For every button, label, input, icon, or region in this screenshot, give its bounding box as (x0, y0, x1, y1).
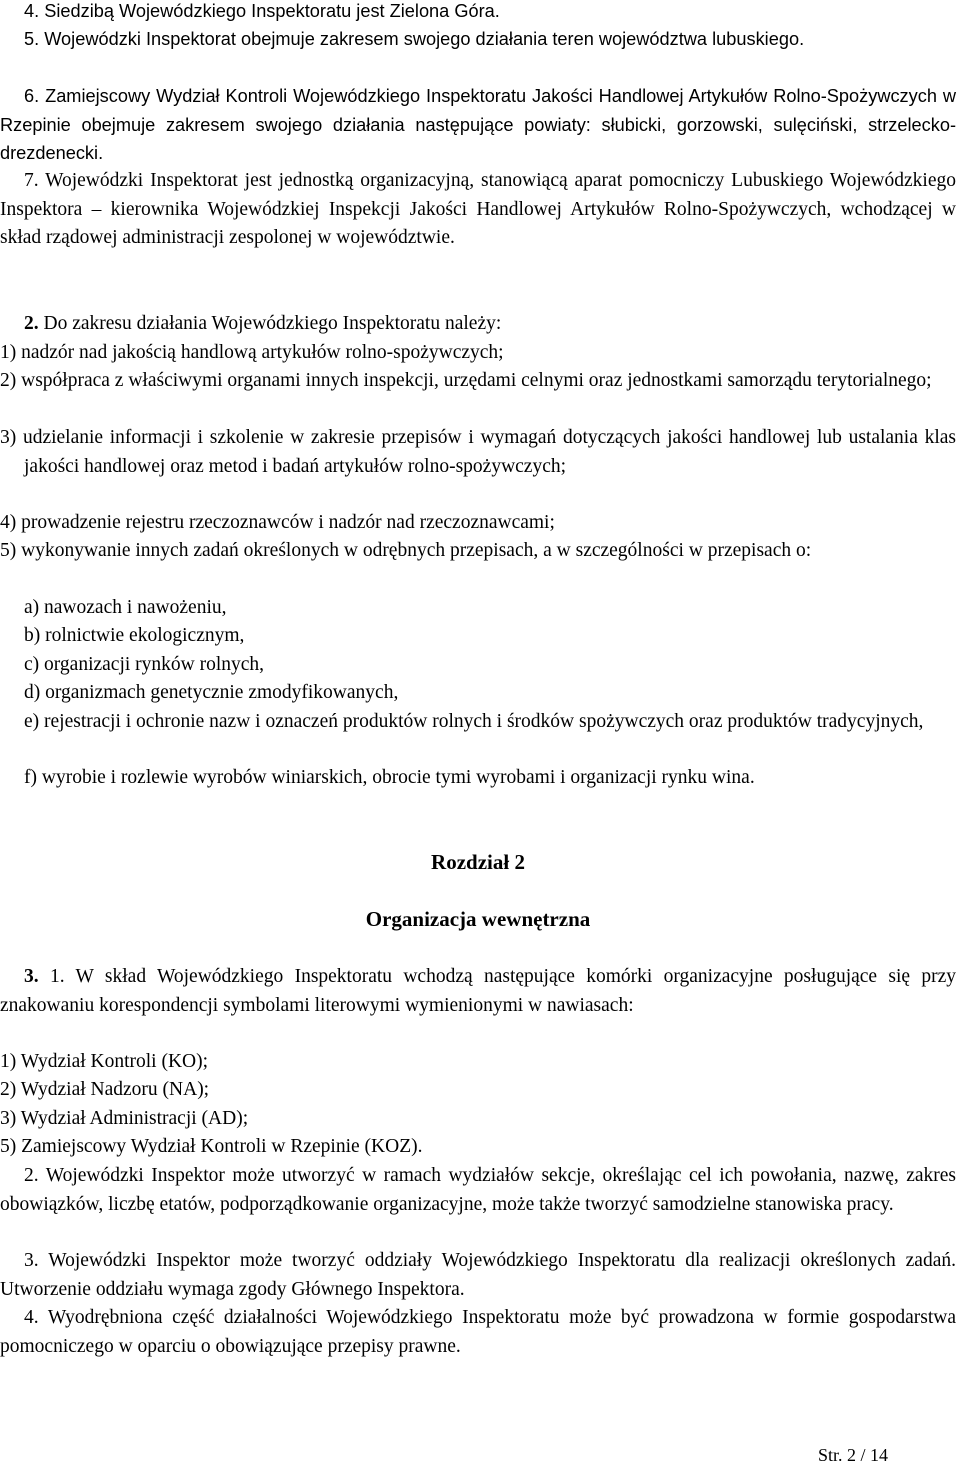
list-item-5: 5) wykonywanie innych zadań określonych w odrębnych przepisach, a w szczególności w przepisach o: (0, 540, 812, 561)
section-3-point-2: 2. Wojewódzki Inspektor może utworzyć w ramach wydziałów sekcje, określając cel ich powołania, nazwę, zakres obowiązków, liczbę etatów, podporządkowanie organizacyjne, może także tworzyć samodzielne stanowiska pracy. (0, 1165, 956, 1215)
list-item-2: 2) współpraca z właściwymi organami innych inspekcji, urzędami celnymi oraz jednostkami samorządu terytorialnego; (0, 370, 932, 391)
paragraph-1-7: 7. Wojewódzki Inspektorat jest jednostką organizacyjną, stanowiącą aparat pomocniczy Lubuskiego Wojewódzkiego Inspektora – kierownika Wojewódzkiej Inspekcji Jakości Handlowej Artykułów Rolno-Spożywczych, wchodzącej w skład rządowej administracji zespolonej w województwie. (0, 170, 956, 249)
sublist-item-a: a) nawozach i nawożeniu, (24, 597, 227, 618)
section-3-point-1-text: 1. W skład Wojewódzkiego Inspektoratu wchodzą następujące komórki organizacyjne posługujące się przy znakowaniu korespondencji symbolami literowymi wymienionymi w nawiasach: (0, 966, 957, 1016)
paragraph-1-6: 6. Zamiejscowy Wydział Kontroli Wojewódzkiego Inspektoratu Jakości Handlowej Artykułów Rolno-Spożywczych w Rzepinie obejmuje zakresem swojego działania następujące powiaty: słubicki, gorzowski, sulęciński, strzelecko-drezdenecki. (0, 86, 956, 164)
section-2-marker: 2. (24, 313, 39, 334)
section-3-point-4: 4. Wyodrębniona część działalności Wojewódzkiego Inspektoratu może być prowadzona w formie gospodarstwa pomocniczego w oparciu o obowiązujące przepisy prawne. (0, 1307, 956, 1357)
unit-item-3: 3) Wydział Administracji (AD); (0, 1108, 249, 1129)
sublist-item-e: e) rejestracji i ochronie nazw i oznaczeń produktów rolnych i środków spożywczych oraz produktów tradycyjnych, (24, 711, 924, 732)
sublist-item-f: f) wyrobie i rozlewie wyrobów winiarskich, obrocie tymi wyrobami i organizacji rynku wina. (24, 767, 755, 788)
chapter-number: Rozdział 2 (431, 850, 525, 874)
chapter-title: Organizacja wewnętrzna (365, 907, 591, 931)
section-2-intro-text: Do zakresu działania Wojewódzkiego Inspektoratu należy: (43, 313, 502, 334)
unit-item-5: 5) Zamiejscowy Wydział Kontroli w Rzepinie (KOZ). (0, 1136, 423, 1157)
page-number: Str. 2 / 14 (817, 1445, 888, 1465)
sublist-item-b: b) rolnictwie ekologicznym, (24, 625, 245, 646)
section-3-marker: 3. (24, 966, 39, 987)
list-item-3: 3) udzielanie informacji i szkolenie w zakresie przepisów i wymagań dotyczących jakości handlowej lub ustalania klas jakości handlowej oraz metod i badań artykułów rolno-spożywczych; (0, 427, 956, 477)
sublist-item-d: d) organizmach genetycznie zmodyfikowanych, (24, 682, 399, 703)
unit-item-1: 1) Wydział Kontroli (KO); (0, 1051, 209, 1072)
unit-item-2: 2) Wydział Nadzoru (NA); (0, 1079, 210, 1100)
section-3-point-3: 3. Wojewódzki Inspektor może tworzyć oddziały Wojewódzkiego Inspektoratu dla realizacji określonych zadań. Utworzenie oddziału wymaga zgody Głównego Inspektora. (0, 1250, 956, 1300)
paragraph-1-4: 4. Siedzibą Wojewódzkiego Inspektoratu jest Zielona Góra. (24, 1, 500, 21)
section-2-intro (0, 310, 956, 339)
paragraph-1-5: 5. Wojewódzki Inspektorat obejmuje zakresem swojego działania teren województwa lubuskiego. (24, 29, 805, 49)
sublist-item-c: c) organizacji rynków rolnych, (24, 654, 265, 675)
list-item-1: 1) nadzór nad jakością handlową artykułów rolno-spożywczych; (0, 342, 504, 363)
list-item-4: 4) prowadzenie rejestru rzeczoznawców i nadzór nad rzeczoznawcami; (0, 512, 555, 533)
section-3-point-1 (0, 963, 956, 1020)
